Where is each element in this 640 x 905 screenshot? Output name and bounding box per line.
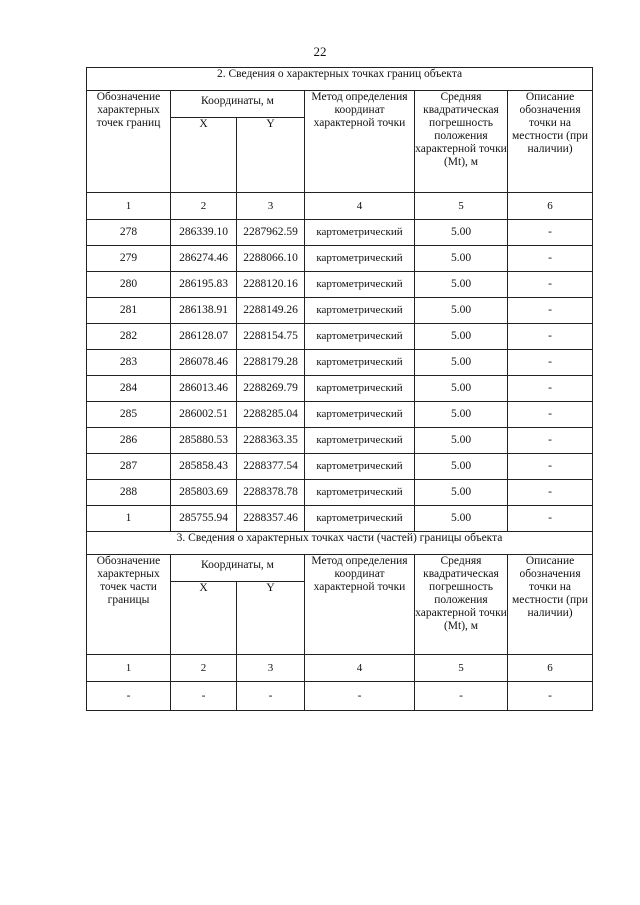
method-cell: картометрический [305,272,415,298]
y-cell: 2288179.28 [237,350,305,376]
method-cell: картометрический [305,376,415,402]
x-cell: 286195.83 [171,272,237,298]
section2-header-point-names: Обозначение характерных точек границ [87,91,171,193]
error-cell: 5.00 [415,428,508,454]
section3-header-method: Метод определения координат характерной точки [305,555,415,655]
section2-column-number: 4 [305,193,415,220]
method-cell: картометрический [305,298,415,324]
x-cell: - [171,682,237,711]
section2-header-x: X [171,118,237,193]
y-cell: 2288066.10 [237,246,305,272]
error-cell: 5.00 [415,376,508,402]
method-cell: картометрический [305,480,415,506]
section3-column-number: 6 [508,655,593,682]
section3-column-number: 2 [171,655,237,682]
section3-column-number: 5 [415,655,508,682]
point-cell: 285 [87,402,171,428]
section2-header-y: Y [237,118,305,193]
method-cell: картометрический [305,454,415,480]
table-row [87,220,593,246]
method-cell: картометрический [305,402,415,428]
section3-column-number: 4 [305,655,415,682]
table-row [87,402,593,428]
y-cell: 2288363.35 [237,428,305,454]
section2-header-error: Средняя квадратическая погрешность положения характерной точки (Mt), м [415,91,508,193]
y-cell: 2288120.16 [237,272,305,298]
section2-header-description: Описание обозначения точки на местности (при наличии) [508,91,593,193]
method-cell: картометрический [305,350,415,376]
section2-column-number: 1 [87,193,171,220]
table-row [87,246,593,272]
description-cell: - [508,246,593,272]
x-cell: 286128.07 [171,324,237,350]
section2-column-number: 5 [415,193,508,220]
section3-header-coordinates: Координаты, м [171,555,305,582]
page-number: 22 [313,44,327,59]
method-cell: картометрический [305,428,415,454]
point-cell: - [87,682,171,711]
section3-title: 3. Сведения о характерных точках части (частей) границы объекта [87,532,593,555]
table-row [87,480,593,506]
error-cell: 5.00 [415,246,508,272]
description-cell: - [508,454,593,480]
description-cell: - [508,480,593,506]
x-cell: 286013.46 [171,376,237,402]
method-cell: картометрический [305,220,415,246]
table-row [87,376,593,402]
point-cell: 281 [87,298,171,324]
error-cell: 5.00 [415,480,508,506]
point-cell: 284 [87,376,171,402]
y-cell: 2288149.26 [237,298,305,324]
error-cell: 5.00 [415,272,508,298]
description-cell: - [508,324,593,350]
error-cell: 5.00 [415,454,508,480]
x-cell: 285858.43 [171,454,237,480]
y-cell: 2288377.54 [237,454,305,480]
table-row [87,506,593,532]
section2-column-number: 2 [171,193,237,220]
point-cell: 288 [87,480,171,506]
y-cell: - [237,682,305,711]
section3-header-error: Средняя квадратическая погрешность положения характерной точки (Mt), м [415,555,508,655]
point-cell: 287 [87,454,171,480]
point-cell: 278 [87,220,171,246]
section3-header-x: X [171,582,237,655]
x-cell: 285803.69 [171,480,237,506]
error-cell: - [415,682,508,711]
description-cell: - [508,376,593,402]
x-cell: 286138.91 [171,298,237,324]
x-cell: 286002.51 [171,402,237,428]
error-cell: 5.00 [415,298,508,324]
x-cell: 286078.46 [171,350,237,376]
section3-header-y: Y [237,582,305,655]
y-cell: 2287962.59 [237,220,305,246]
description-cell: - [508,220,593,246]
table-row [87,272,593,298]
point-cell: 279 [87,246,171,272]
method-cell: картометрический [305,324,415,350]
error-cell: 5.00 [415,506,508,532]
error-cell: 5.00 [415,350,508,376]
section2-column-number: 6 [508,193,593,220]
table-row [87,324,593,350]
section2-header-coordinates: Координаты, м [171,91,305,118]
y-cell: 2288378.78 [237,480,305,506]
section3-header-description: Описание обозначения точки на местности (при наличии) [508,555,593,655]
section2-header-method: Метод определения координат характерной точки [305,91,415,193]
y-cell: 2288285.04 [237,402,305,428]
method-cell: картометрический [305,506,415,532]
point-cell: 286 [87,428,171,454]
section3-header-point-names: Обозначение характерных точек части границы [87,555,171,655]
point-cell: 280 [87,272,171,298]
y-cell: 2288269.79 [237,376,305,402]
method-cell: картометрический [305,246,415,272]
x-cell: 285880.53 [171,428,237,454]
description-cell: - [508,272,593,298]
description-cell: - [508,428,593,454]
section2-column-number: 3 [237,193,305,220]
description-cell: - [508,402,593,428]
x-cell: 286274.46 [171,246,237,272]
error-cell: 5.00 [415,402,508,428]
boundary-points-table [86,67,593,711]
table-row [87,428,593,454]
x-cell: 285755.94 [171,506,237,532]
table-row [87,298,593,324]
error-cell: 5.00 [415,220,508,246]
description-cell: - [508,350,593,376]
error-cell: 5.00 [415,324,508,350]
x-cell: 286339.10 [171,220,237,246]
point-cell: 1 [87,506,171,532]
section2-title: 2. Сведения о характерных точках границ объекта [87,68,593,91]
section3-column-number: 1 [87,655,171,682]
description-cell: - [508,506,593,532]
method-cell: - [305,682,415,711]
y-cell: 2288154.75 [237,324,305,350]
section3-column-number: 3 [237,655,305,682]
y-cell: 2288357.46 [237,506,305,532]
description-cell: - [508,682,593,711]
point-cell: 283 [87,350,171,376]
table-row [87,682,593,711]
point-cell: 282 [87,324,171,350]
table-row [87,454,593,480]
table-row [87,350,593,376]
description-cell: - [508,298,593,324]
